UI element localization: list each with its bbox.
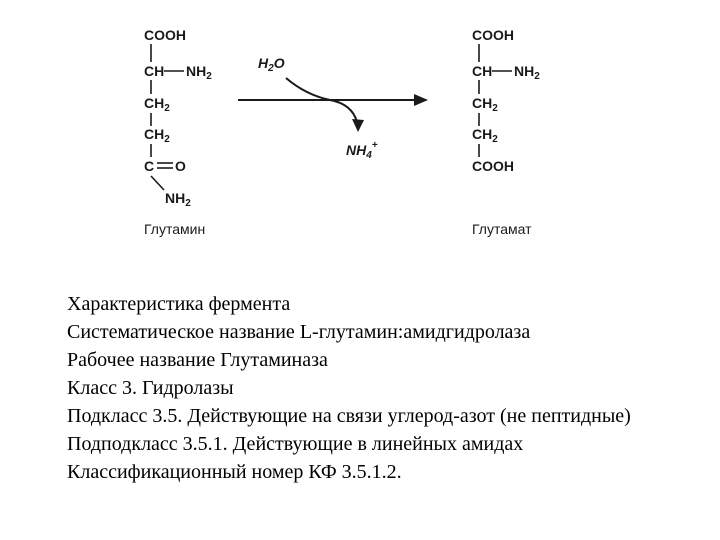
reaction-scheme xyxy=(0,0,720,250)
ammonium-out-arrow-head xyxy=(352,119,364,132)
substrate-amide-nh: $NH_2$ xyxy=(165,190,191,209)
glutamate-structure xyxy=(472,27,540,237)
info-sub-subclass: Подподкласс 3.5.1. Действующие в линейных амидах xyxy=(67,433,524,455)
bond xyxy=(151,176,164,190)
ammonium-label: $NH_4^+$ xyxy=(346,140,378,161)
water-in-arrow xyxy=(286,78,330,100)
info-ec-number: Классификационный номер КФ 3.5.1.2. xyxy=(67,461,402,483)
substrate-carbonyl-o: O xyxy=(175,158,186,174)
product-ch2-a: $CH_2$ xyxy=(472,95,498,114)
info-heading: Характеристика фермента xyxy=(67,293,291,315)
substrate-name: Глутамин xyxy=(144,221,206,237)
product-ch: CH xyxy=(472,63,493,79)
product-nh: $NH_2$ xyxy=(514,63,540,82)
substrate-ch2-b: $CH_2$ xyxy=(144,126,170,145)
substrate-nh: $NH_2$ xyxy=(186,63,212,82)
product-cooh-top: COOH xyxy=(472,27,514,43)
product-cooh-bottom: COOH xyxy=(472,158,514,174)
product-name: Глутамат xyxy=(472,221,532,237)
substrate-ch: CH xyxy=(144,63,165,79)
product-ch2-b: $CH_2$ xyxy=(472,126,498,145)
substrate-cooh: COOH xyxy=(144,27,186,43)
info-systematic-name: Систематическое название L-глутамин:амидгидролаза xyxy=(67,321,531,343)
ammonium-out-arrow xyxy=(330,100,357,122)
main-arrow-head xyxy=(414,94,428,106)
substrate-ch2-a: $CH_2$ xyxy=(144,95,170,114)
glutamine-structure xyxy=(144,27,212,237)
info-subclass: Подкласс 3.5. Действующие на связи углерод-азот (не пептидные) xyxy=(67,405,631,427)
reaction-arrow xyxy=(238,55,428,161)
water-label: $H_2O$ xyxy=(258,55,285,74)
enzyme-info xyxy=(67,290,697,486)
info-class: Класс 3. Гидролазы xyxy=(67,377,234,399)
info-working-name: Рабочее название Глутаминаза xyxy=(67,349,328,371)
substrate-carbonyl-c: C xyxy=(144,158,155,174)
